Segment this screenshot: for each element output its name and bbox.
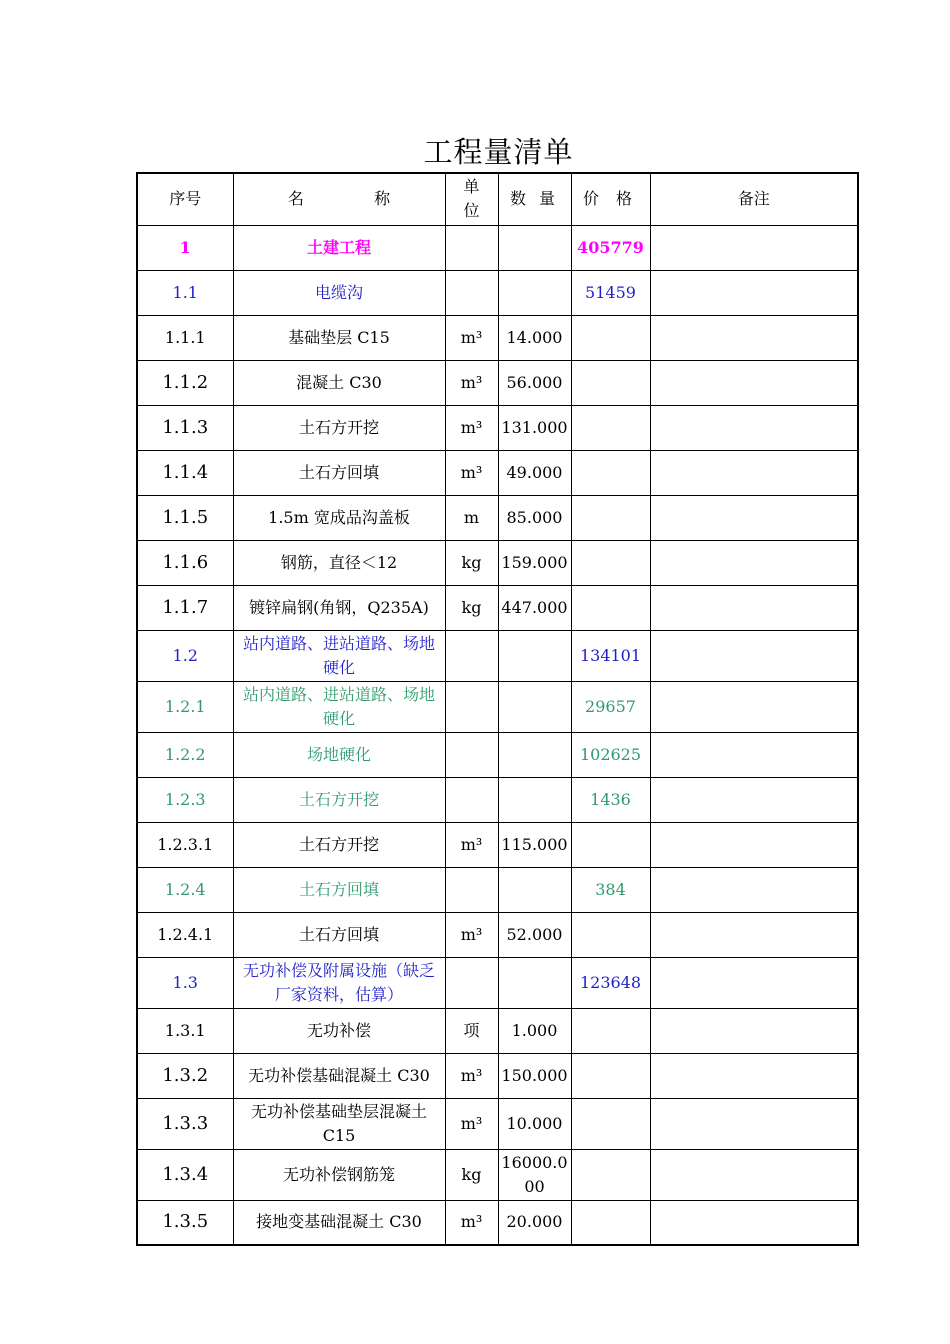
header-seq: 序号	[137, 173, 233, 225]
cell-price	[571, 450, 650, 495]
cell-seq: 1.2.1	[137, 681, 233, 732]
cell-qty: 115.000	[498, 822, 571, 867]
cell-qty	[498, 225, 571, 270]
table-row	[137, 225, 858, 270]
cell-name: 镀锌扁钢(角钢，Q235A)	[233, 585, 445, 630]
cell-note	[650, 867, 858, 912]
cell-seq: 1.2	[137, 630, 233, 681]
cell-price: 1436	[571, 777, 650, 822]
cell-price	[571, 1200, 650, 1245]
table-row	[137, 1053, 858, 1098]
cell-name: 钢筋，直径＜12	[233, 540, 445, 585]
cell-name: 无功补偿基础垫层混凝土 C15	[233, 1098, 445, 1149]
cell-unit	[445, 777, 498, 822]
cell-seq: 1.1.1	[137, 315, 233, 360]
cell-note	[650, 270, 858, 315]
cell-note	[650, 732, 858, 777]
cell-price: 102625	[571, 732, 650, 777]
table-row	[137, 1008, 858, 1053]
cell-name: 无功补偿钢筋笼	[233, 1149, 445, 1200]
cell-note	[650, 450, 858, 495]
cell-seq: 1.1.5	[137, 495, 233, 540]
cell-unit	[445, 957, 498, 1008]
header-price: 价 格	[571, 173, 650, 225]
cell-unit: m	[445, 495, 498, 540]
cell-note	[650, 360, 858, 405]
cell-name: 土建工程	[233, 225, 445, 270]
cell-seq: 1.3	[137, 957, 233, 1008]
cell-price	[571, 585, 650, 630]
cell-qty: 56.000	[498, 360, 571, 405]
cell-unit: m³	[445, 912, 498, 957]
cell-price	[571, 540, 650, 585]
cell-qty: 447.000	[498, 585, 571, 630]
cell-qty: 1.000	[498, 1008, 571, 1053]
cell-qty: 159.000	[498, 540, 571, 585]
cell-note	[650, 1149, 858, 1200]
cell-qty: 150.000	[498, 1053, 571, 1098]
cell-name: 1.5m 宽成品沟盖板	[233, 495, 445, 540]
cell-price	[571, 405, 650, 450]
cell-qty: 20.000	[498, 1200, 571, 1245]
cell-seq: 1.3.3	[137, 1098, 233, 1149]
table-row	[137, 315, 858, 360]
cell-note	[650, 1098, 858, 1149]
table-row	[137, 585, 858, 630]
cell-seq: 1.1.3	[137, 405, 233, 450]
cell-qty	[498, 957, 571, 1008]
cell-seq: 1.1	[137, 270, 233, 315]
bill-of-quantities-table	[136, 172, 859, 1246]
cell-qty: 49.000	[498, 450, 571, 495]
cell-note	[650, 1053, 858, 1098]
table-body	[137, 225, 858, 1245]
cell-qty	[498, 270, 571, 315]
table-row	[137, 450, 858, 495]
cell-unit: m³	[445, 360, 498, 405]
cell-unit: m³	[445, 405, 498, 450]
cell-price: 123648	[571, 957, 650, 1008]
cell-unit	[445, 867, 498, 912]
cell-note	[650, 822, 858, 867]
cell-seq: 1.1.4	[137, 450, 233, 495]
cell-seq: 1.2.3.1	[137, 822, 233, 867]
cell-note	[650, 225, 858, 270]
cell-qty: 10.000	[498, 1098, 571, 1149]
table-row	[137, 777, 858, 822]
cell-unit: kg	[445, 1149, 498, 1200]
cell-unit: m³	[445, 1200, 498, 1245]
cell-price	[571, 495, 650, 540]
table-row	[137, 495, 858, 540]
header-qty: 数 量	[498, 173, 571, 225]
header-unit-part-a: 单	[463, 177, 480, 197]
cell-price	[571, 1149, 650, 1200]
cell-price: 405779	[571, 225, 650, 270]
cell-unit: m³	[445, 450, 498, 495]
cell-unit: 项	[445, 1008, 498, 1053]
cell-unit: kg	[445, 540, 498, 585]
cell-seq: 1.1.7	[137, 585, 233, 630]
cell-note	[650, 1200, 858, 1245]
cell-name: 基础垫层 C15	[233, 315, 445, 360]
cell-seq: 1.3.1	[137, 1008, 233, 1053]
cell-unit	[445, 630, 498, 681]
table-row	[137, 630, 858, 681]
table-row	[137, 360, 858, 405]
cell-name: 接地变基础混凝土 C30	[233, 1200, 445, 1245]
cell-price: 51459	[571, 270, 650, 315]
cell-note	[650, 777, 858, 822]
cell-qty	[498, 867, 571, 912]
cell-note	[650, 912, 858, 957]
cell-qty	[498, 732, 571, 777]
cell-seq: 1.3.5	[137, 1200, 233, 1245]
cell-qty	[498, 630, 571, 681]
cell-note	[650, 315, 858, 360]
cell-price	[571, 1008, 650, 1053]
cell-unit: m³	[445, 822, 498, 867]
cell-seq: 1.3.2	[137, 1053, 233, 1098]
cell-unit	[445, 681, 498, 732]
cell-price: 384	[571, 867, 650, 912]
cell-price	[571, 315, 650, 360]
table-row	[137, 405, 858, 450]
cell-note	[650, 585, 858, 630]
table-row	[137, 822, 858, 867]
cell-seq: 1.2.3	[137, 777, 233, 822]
cell-qty: 14.000	[498, 315, 571, 360]
table-row	[137, 540, 858, 585]
table-row	[137, 732, 858, 777]
cell-note	[650, 405, 858, 450]
cell-name: 场地硬化	[233, 732, 445, 777]
cell-name: 土石方开挖	[233, 822, 445, 867]
cell-name: 无功补偿及附属设施（缺乏厂家资料，估算）	[233, 957, 445, 1008]
header-name-part-b: 称	[374, 189, 391, 209]
table-row	[137, 1149, 858, 1200]
cell-price: 29657	[571, 681, 650, 732]
cell-qty: 52.000	[498, 912, 571, 957]
header-unit	[445, 173, 498, 225]
cell-name: 无功补偿基础混凝土 C30	[233, 1053, 445, 1098]
cell-seq: 1	[137, 225, 233, 270]
cell-note	[650, 630, 858, 681]
cell-qty: 16000.000	[498, 1149, 571, 1200]
header-name-part-a: 名	[287, 189, 304, 209]
cell-note	[650, 540, 858, 585]
cell-unit	[445, 732, 498, 777]
cell-note	[650, 1008, 858, 1053]
table-row	[137, 1200, 858, 1245]
cell-seq: 1.2.2	[137, 732, 233, 777]
cell-seq: 1.1.6	[137, 540, 233, 585]
cell-qty	[498, 777, 571, 822]
table-header-row	[137, 173, 858, 225]
table-row	[137, 1098, 858, 1149]
cell-note	[650, 681, 858, 732]
cell-qty	[498, 681, 571, 732]
table-row	[137, 270, 858, 315]
cell-price	[571, 360, 650, 405]
cell-name: 土石方开挖	[233, 777, 445, 822]
header-note: 备注	[650, 173, 858, 225]
cell-note	[650, 495, 858, 540]
cell-name: 无功补偿	[233, 1008, 445, 1053]
cell-unit	[445, 225, 498, 270]
cell-name: 站内道路、进站道路、场地硬化	[233, 681, 445, 732]
cell-name: 土石方开挖	[233, 405, 445, 450]
cell-price	[571, 1098, 650, 1149]
page-title: 工程量清单	[423, 135, 574, 169]
table-row	[137, 681, 858, 732]
header-unit-part-b: 位	[463, 201, 480, 221]
cell-qty: 85.000	[498, 495, 571, 540]
cell-unit: kg	[445, 585, 498, 630]
cell-name: 电缆沟	[233, 270, 445, 315]
cell-name: 站内道路、进站道路、场地硬化	[233, 630, 445, 681]
table-row	[137, 867, 858, 912]
cell-note	[650, 957, 858, 1008]
cell-unit: m³	[445, 1053, 498, 1098]
table-row	[137, 957, 858, 1008]
cell-name: 土石方回填	[233, 450, 445, 495]
cell-price	[571, 912, 650, 957]
header-name	[233, 173, 445, 225]
cell-unit: m³	[445, 1098, 498, 1149]
cell-name: 混凝土 C30	[233, 360, 445, 405]
cell-unit	[445, 270, 498, 315]
cell-price	[571, 822, 650, 867]
cell-qty: 131.000	[498, 405, 571, 450]
cell-seq: 1.2.4	[137, 867, 233, 912]
cell-price: 134101	[571, 630, 650, 681]
cell-name: 土石方回填	[233, 867, 445, 912]
cell-seq: 1.1.2	[137, 360, 233, 405]
cell-seq: 1.3.4	[137, 1149, 233, 1200]
table-row	[137, 912, 858, 957]
cell-price	[571, 1053, 650, 1098]
cell-name: 土石方回填	[233, 912, 445, 957]
cell-seq: 1.2.4.1	[137, 912, 233, 957]
cell-unit: m³	[445, 315, 498, 360]
